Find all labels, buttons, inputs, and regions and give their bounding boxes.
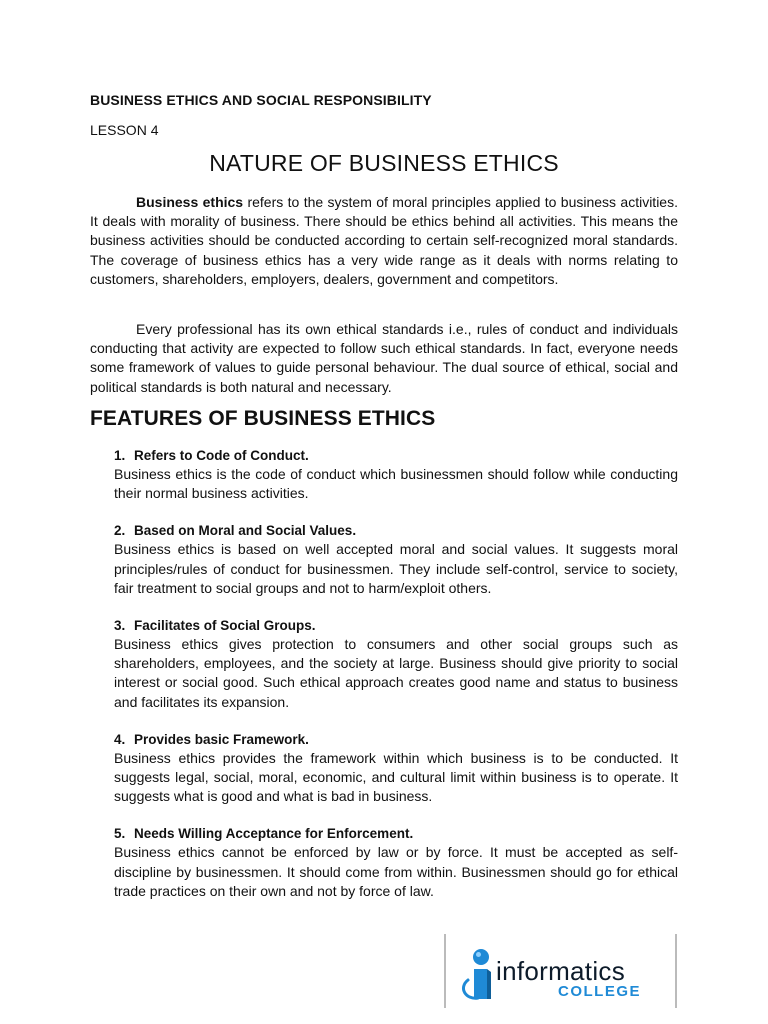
feature-title: Based on Moral and Social Values. [134,523,357,539]
feature-heading [114,446,678,465]
logo-i-icon [460,942,496,1002]
document-page [90,0,678,1024]
feature-heading [114,730,678,749]
features-heading: FEATURES OF BUSINESS ETHICS [90,407,436,430]
feature-heading [114,824,678,843]
intro-paragraph-2: Every professional has its own ethical standards i.e., rules of conduct and individuals conducting that activity are expected to follow such ethical standards. In fact, everyone needs some framework of values to guide personal behaviour. The dual source of ethical, social and political standards is both natural and necessary. [90,321,678,395]
feature-item [114,616,678,712]
intro-term: Business ethics [136,194,244,210]
lesson-label: LESSON 4 [90,122,159,138]
feature-body: Business ethics cannot be enforced by law or by force. It must be accepted as self-discipline by businessmen. It should come from within. Businessmen should go for ethical trade practices on their own and not by force of law. [114,844,678,899]
feature-number: 3. [114,618,126,634]
feature-number: 5. [114,826,126,842]
feature-heading [114,616,678,635]
page-title: NATURE OF BUSINESS ETHICS [209,150,559,176]
feature-title: Needs Willing Acceptance for Enforcement. [134,826,414,842]
feature-item [114,446,678,503]
feature-number: 2. [114,523,126,539]
feature-title: Facilitates of Social Groups. [134,618,316,634]
feature-title: Refers to Code of Conduct. [134,448,309,463]
feature-body: Business ethics gives protection to consumers and other social groups such as shareholders, employees, and the society at large. Business should give priority to social interest or social good. Such ethical approach creates good name and status to business and facilitates its expansion. [114,636,678,710]
feature-heading [114,521,678,540]
feature-item [114,824,678,901]
feature-title: Provides basic Framework. [134,731,309,747]
informatics-college-logo [444,934,677,1008]
intro-paragraph-1-text: refers to the system of moral principles applied to business activities. It deals with morality of business. There should be ethics behind all activities. This means the business activities should be conducted according to certain self-recognized moral standards. The coverage of business ethics has a very wide range as it deals with norms relating to customers, shareholders, employers, dealers, government and competitors. [90,194,678,287]
logo-divider-left [444,934,446,1008]
feature-body: Business ethics is based on well accepted moral and social values. It suggests moral principles/rules of conduct for businessmen. They include self-control, service to society, fair treatment to social groups and not to harm/exploit others. [114,541,678,596]
feature-body: Business ethics is the code of conduct which businessmen should follow while conducting their normal business activities. [114,466,678,502]
feature-number: 1. [114,448,126,463]
logo-wordmark: informatics [496,956,625,986]
feature-body: Business ethics provides the framework within which business is to be conducted. It suggests legal, social, moral, economic, and cultural limit within business is to operate. It suggests what is good and what is bad in business. [114,749,678,805]
course-title: BUSINESS ETHICS AND SOCIAL RESPONSIBILITY [90,92,432,108]
logo-subtitle: COLLEGE [558,983,642,1000]
feature-item [114,730,678,807]
feature-item [114,521,678,598]
features-list [114,446,678,919]
feature-number: 4. [114,731,126,747]
intro-paragraph-1 [90,193,678,289]
logo-divider-right [675,934,677,1008]
